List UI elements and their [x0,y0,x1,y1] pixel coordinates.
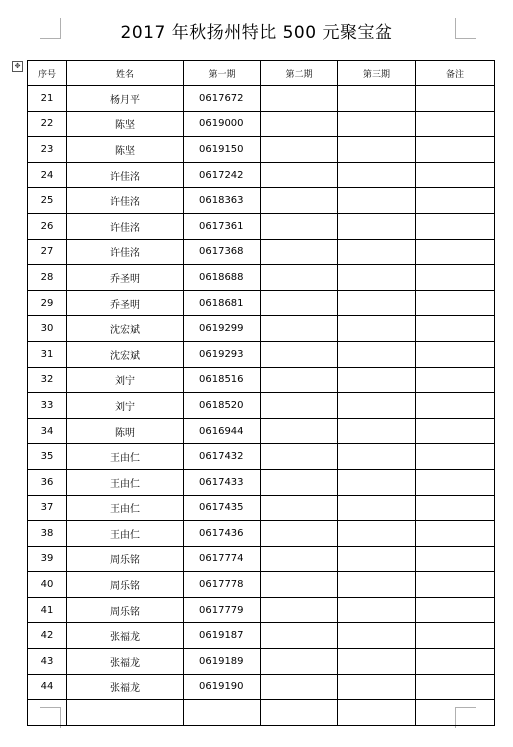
cell-period-2[interactable] [261,597,338,623]
cell-period-2[interactable] [261,674,338,700]
cell-note[interactable] [416,393,495,419]
cell-name[interactable]: 王由仁 [67,521,184,547]
cell-note[interactable] [416,367,495,393]
cell-note[interactable] [416,239,495,265]
cell-name[interactable]: 乔圣明 [67,290,184,316]
cell-period-2[interactable] [261,418,338,444]
cell-period-3[interactable] [338,162,416,188]
cell-period-3[interactable] [338,290,416,316]
cell-note[interactable] [416,316,495,342]
cell-number[interactable]: 28 [28,265,67,291]
cell-period-3[interactable] [338,239,416,265]
table-row [28,521,495,547]
cell-period-1[interactable]: 0619299 [184,316,261,342]
cell-period-1[interactable]: 0618520 [184,393,261,419]
cell-note[interactable] [416,341,495,367]
cell-period-1[interactable]: 0619187 [184,623,261,649]
cell-period-2[interactable] [261,367,338,393]
cell-note[interactable] [416,546,495,572]
cell-period-2[interactable] [261,265,338,291]
cell-name[interactable]: 张福龙 [67,674,184,700]
cell-name[interactable] [67,700,184,726]
cell-note[interactable] [416,188,495,214]
cell-period-2[interactable] [261,521,338,547]
cell-period-2[interactable] [261,444,338,470]
cell-period-1[interactable]: 0617779 [184,597,261,623]
cell-period-1[interactable]: 0617778 [184,572,261,598]
cell-note[interactable] [416,649,495,675]
cell-number[interactable]: 44 [28,674,67,700]
cell-period-2[interactable] [261,700,338,726]
table-row [28,623,495,649]
table-row [28,188,495,214]
cell-period-2[interactable] [261,162,338,188]
table-row [28,674,495,700]
cell-period-3[interactable] [338,316,416,342]
cell-number[interactable]: 37 [28,495,67,521]
cell-period-3[interactable] [338,521,416,547]
cell-name[interactable]: 陈坚 [67,137,184,163]
cell-period-2[interactable] [261,137,338,163]
cell-period-1[interactable]: 0618516 [184,367,261,393]
cell-number[interactable]: 26 [28,213,67,239]
table-row [28,265,495,291]
cell-period-1[interactable]: 0617432 [184,444,261,470]
cell-name[interactable]: 刘宁 [67,367,184,393]
cell-period-3[interactable] [338,188,416,214]
cell-period-2[interactable] [261,623,338,649]
cell-period-3[interactable] [338,495,416,521]
cell-period-1[interactable]: 0619000 [184,111,261,137]
cell-period-3[interactable] [338,572,416,598]
cell-period-2[interactable] [261,239,338,265]
cell-note[interactable] [416,265,495,291]
table-row [28,213,495,239]
cell-period-3[interactable] [338,649,416,675]
cell-number[interactable]: 27 [28,239,67,265]
cell-period-1[interactable]: 0617774 [184,546,261,572]
cell-note[interactable] [416,572,495,598]
cell-name[interactable]: 许佳洺 [67,239,184,265]
cell-number[interactable]: 32 [28,367,67,393]
column-header-period-1: 第一期 [184,61,261,86]
cell-number[interactable]: 39 [28,546,67,572]
cell-name[interactable]: 王由仁 [67,444,184,470]
table-row [28,137,495,163]
cell-name[interactable]: 王由仁 [67,495,184,521]
cell-number[interactable] [28,700,67,726]
cell-period-1[interactable]: 0617361 [184,213,261,239]
cell-period-3[interactable] [338,546,416,572]
table-row [28,444,495,470]
cell-period-3[interactable] [338,213,416,239]
cell-period-3[interactable] [338,393,416,419]
move-handle-icon[interactable]: ✥ [12,61,23,72]
cell-period-2[interactable] [261,546,338,572]
table-row [28,290,495,316]
cell-note[interactable] [416,597,495,623]
cell-period-3[interactable] [338,674,416,700]
table-row [28,469,495,495]
cell-note[interactable] [416,137,495,163]
cell-period-1[interactable]: 0618681 [184,290,261,316]
table-row [28,367,495,393]
cell-note[interactable] [416,444,495,470]
cell-period-1[interactable]: 0619190 [184,674,261,700]
cell-period-2[interactable] [261,393,338,419]
cell-number[interactable]: 31 [28,341,67,367]
cell-period-2[interactable] [261,213,338,239]
cell-name[interactable]: 许佳洺 [67,188,184,214]
cell-period-3[interactable] [338,111,416,137]
cell-name[interactable]: 陈明 [67,418,184,444]
cell-period-3[interactable] [338,597,416,623]
cell-period-3[interactable] [338,367,416,393]
cell-number[interactable]: 38 [28,521,67,547]
cell-name[interactable]: 周乐铭 [67,597,184,623]
table-row [28,111,495,137]
cell-number[interactable]: 40 [28,572,67,598]
cell-name[interactable]: 张福龙 [67,649,184,675]
cell-name[interactable]: 沈宏斌 [67,341,184,367]
cell-number[interactable]: 29 [28,290,67,316]
table-header-row [28,61,495,86]
cell-period-3[interactable] [338,86,416,112]
cell-note[interactable] [416,469,495,495]
cell-note[interactable] [416,623,495,649]
column-header-number: 序号 [28,61,67,86]
table-row [28,162,495,188]
cell-note[interactable] [416,290,495,316]
cell-period-1[interactable]: 0618363 [184,188,261,214]
table-row [28,700,495,726]
cell-number[interactable]: 36 [28,469,67,495]
cell-note[interactable] [416,495,495,521]
cell-name[interactable]: 王由仁 [67,469,184,495]
cell-number[interactable]: 25 [28,188,67,214]
cell-name[interactable]: 沈宏斌 [67,316,184,342]
cell-period-2[interactable] [261,86,338,112]
cell-name[interactable]: 许佳洺 [67,213,184,239]
document-title: 2017 年秋扬州特比 500 元聚宝盆 [120,23,393,43]
cell-name[interactable]: 张福龙 [67,623,184,649]
cell-period-1[interactable]: 0617242 [184,162,261,188]
cell-note[interactable] [416,162,495,188]
cell-period-3[interactable] [338,623,416,649]
cell-period-2[interactable] [261,649,338,675]
cell-period-3[interactable] [338,265,416,291]
cell-name[interactable]: 周乐铭 [67,572,184,598]
cell-period-1[interactable]: 0617672 [184,86,261,112]
cell-number[interactable]: 23 [28,137,67,163]
cell-note[interactable] [416,418,495,444]
table-row [28,316,495,342]
cell-number[interactable]: 41 [28,597,67,623]
cell-note[interactable] [416,213,495,239]
cell-period-2[interactable] [261,290,338,316]
cell-period-3[interactable] [338,700,416,726]
column-header-period-2: 第二期 [261,61,338,86]
column-header-note: 备注 [416,61,495,86]
cell-period-1[interactable]: 0616944 [184,418,261,444]
ticket-table [27,60,495,726]
cell-name[interactable]: 许佳洺 [67,162,184,188]
cell-period-3[interactable] [338,444,416,470]
table-body [28,86,495,726]
table-row [28,572,495,598]
cell-number[interactable]: 33 [28,393,67,419]
cell-period-2[interactable] [261,495,338,521]
cell-period-1[interactable]: 0617436 [184,521,261,547]
table-row [28,418,495,444]
table-row [28,597,495,623]
table-row [28,393,495,419]
cell-period-1[interactable]: 0617435 [184,495,261,521]
table-row [28,649,495,675]
cell-period-1[interactable]: 0619189 [184,649,261,675]
cell-name[interactable]: 陈坚 [67,111,184,137]
cell-number[interactable]: 43 [28,649,67,675]
cell-number[interactable]: 22 [28,111,67,137]
column-header-period-3: 第三期 [338,61,416,86]
cell-number[interactable]: 30 [28,316,67,342]
cell-period-1[interactable]: 0617433 [184,469,261,495]
cell-period-2[interactable] [261,341,338,367]
cell-period-2[interactable] [261,316,338,342]
cell-period-3[interactable] [338,137,416,163]
cell-note[interactable] [416,521,495,547]
column-header-name: 姓名 [67,61,184,86]
cell-note[interactable] [416,700,495,726]
table-row [28,239,495,265]
cell-number[interactable]: 21 [28,86,67,112]
cell-period-1[interactable]: 0617368 [184,239,261,265]
cell-period-2[interactable] [261,469,338,495]
cell-number[interactable]: 24 [28,162,67,188]
table-row [28,495,495,521]
table-row [28,86,495,112]
cell-note[interactable] [416,111,495,137]
table-row [28,341,495,367]
cell-number[interactable]: 35 [28,444,67,470]
cell-period-3[interactable] [338,418,416,444]
cell-name[interactable]: 周乐铭 [67,546,184,572]
cell-period-1[interactable]: 0618688 [184,265,261,291]
cell-note[interactable] [416,86,495,112]
cell-period-2[interactable] [261,111,338,137]
cell-name[interactable]: 乔圣明 [67,265,184,291]
cell-period-2[interactable] [261,188,338,214]
cell-period-3[interactable] [338,341,416,367]
cell-period-1[interactable] [184,700,261,726]
table-row [28,546,495,572]
cell-period-2[interactable] [261,572,338,598]
cell-note[interactable] [416,674,495,700]
cell-period-3[interactable] [338,469,416,495]
cell-name[interactable]: 刘宁 [67,393,184,419]
cell-period-1[interactable]: 0619150 [184,137,261,163]
cell-period-1[interactable]: 0619293 [184,341,261,367]
cell-number[interactable]: 34 [28,418,67,444]
cell-number[interactable]: 42 [28,623,67,649]
cell-name[interactable]: 杨月平 [67,86,184,112]
